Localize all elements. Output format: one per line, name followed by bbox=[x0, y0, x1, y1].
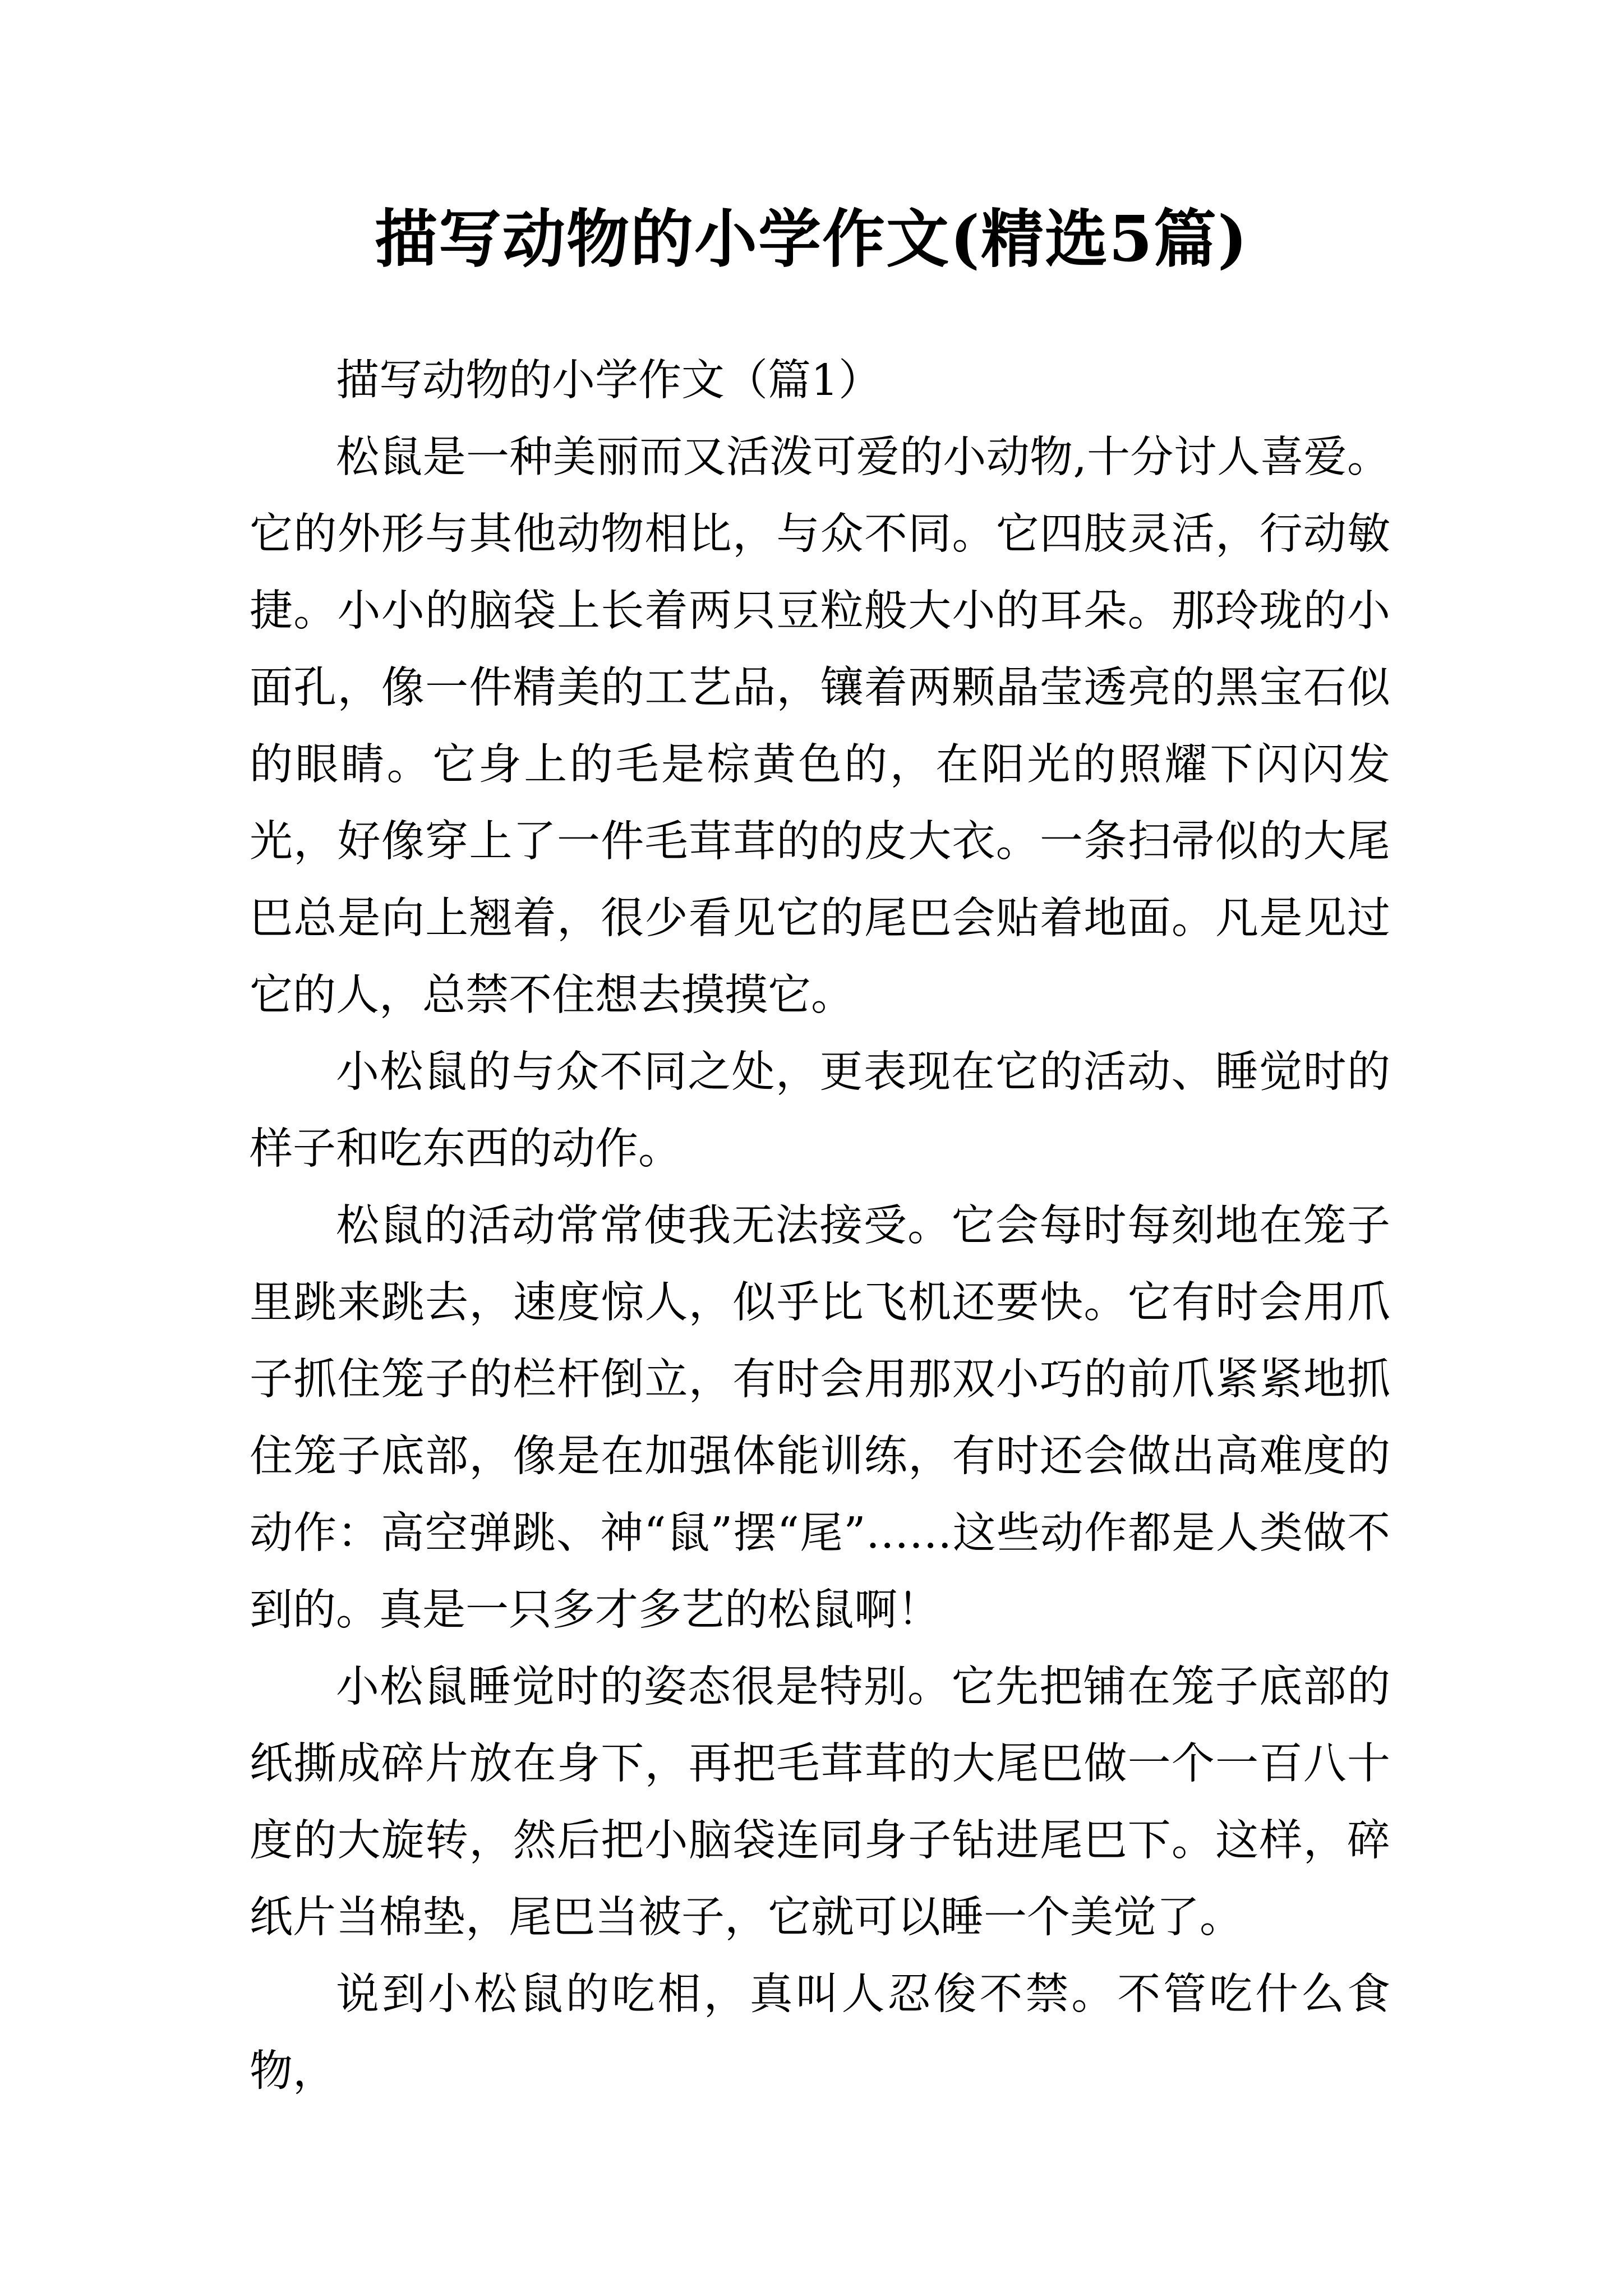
paragraph: 小松鼠的与众不同之处，更表现在它的活动、睡觉时的样子和吃东西的动作。 bbox=[250, 1047, 1390, 1174]
document-title: 描写动物的小学作文(精选5篇) bbox=[375, 203, 1248, 276]
document-body bbox=[250, 342, 1390, 2110]
paragraph: 松鼠的活动常常使我无法接受。它会每时每刻地在笼子里跳来跳去，速度惊人，似乎比飞机还要快。它有时会用爪子抓住笼子的栏杆倒立，有时会用那双小巧的前爪紧紧地抓住笼子底部，像是在加强体能训练，有时还会做出高难度的动作：高空弹跳、神“鼠”摆“尾”……这些动作都是人类做不到的。真是一只多才多艺的松鼠啊！ bbox=[250, 1201, 1390, 1635]
section-heading: 描写动物的小学作文（篇1） bbox=[336, 356, 882, 406]
paragraph: 松鼠是一种美丽而又活泼可爱的小动物,十分讨人喜爱。它的外形与其他动物相比，与众不同。它四肢灵活，行动敏捷。小小的脑袋上长着两只豆粒般大小的耳朵。那玲珑的小面孔，像一件精美的工艺品，镶着两颗晶莹透亮的黑宝石似的眼睛。它身上的毛是棕黄色的，在阳光的照耀下闪闪发光，好像穿上了一件毛茸茸的的皮大衣。一条扫帚似的大尾巴总是向上翘着，很少看见它的尾巴会贴着地面。凡是见过它的人，总禁不住想去摸摸它。 bbox=[250, 432, 1390, 1020]
paragraph: 说到小松鼠的吃相，真叫人忍俊不禁。不管吃什么食物， bbox=[250, 1970, 1390, 2096]
paragraph: 小松鼠睡觉时的姿态很是特别。它先把铺在笼子底部的纸撕成碎片放在身下，再把毛茸茸的大尾巴做一个一百八十度的大旋转，然后把小脑袋连同身子钻进尾巴下。这样，碎纸片当棉垫，尾巴当被子，它就可以睡一个美觉了。 bbox=[250, 1662, 1390, 1943]
